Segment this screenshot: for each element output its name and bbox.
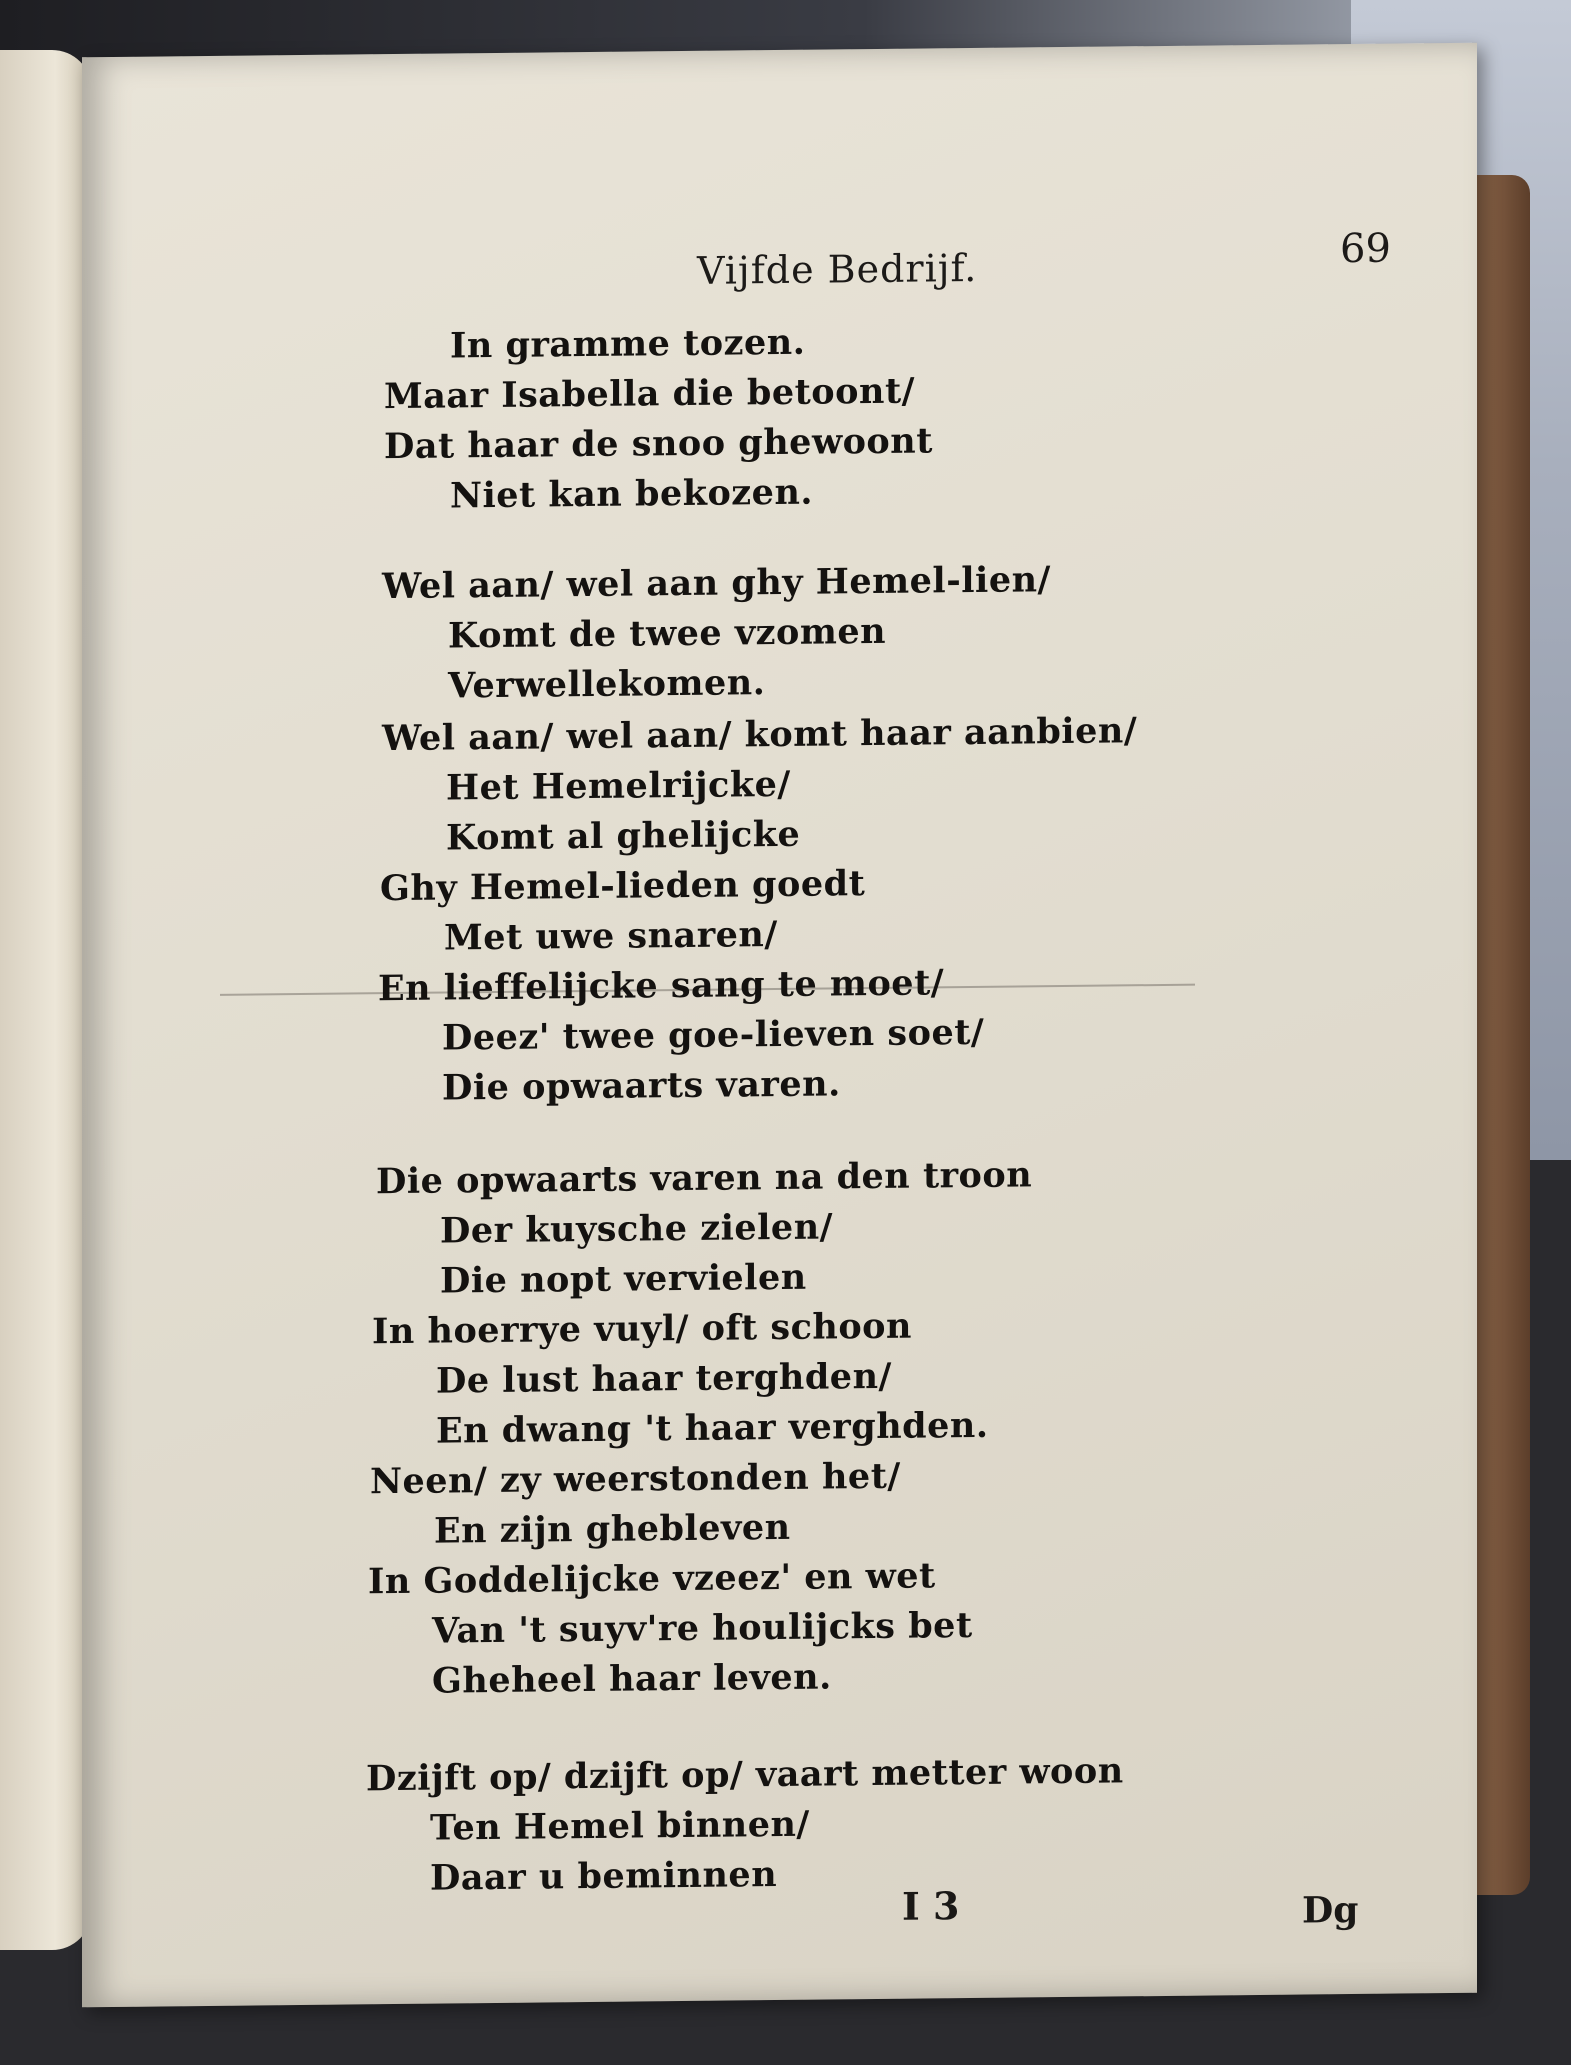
catchword: Dg bbox=[1302, 1888, 1359, 1932]
page-header: Vijfde Bedrijf. bbox=[697, 245, 978, 293]
verse-line: Die opwaarts varen na den troon bbox=[376, 1154, 1033, 1203]
verse-line: Komt al ghelijcke bbox=[446, 813, 801, 859]
verse-line: Wel aan/ wel aan/ komt haar aanbien/ bbox=[382, 710, 1138, 760]
verse-line: Dzijft op/ dzijft op/ vaart metter woon bbox=[366, 1750, 1124, 1800]
book-page bbox=[82, 43, 1477, 2008]
verse-line: Dat haar de snoo ghewoont bbox=[384, 420, 933, 468]
verse-line: En zijn ghebleven bbox=[434, 1506, 791, 1552]
verse-line: Deez' twee goe-lieven soet/ bbox=[442, 1011, 985, 1059]
verse-line: En lieffelijcke sang te moet/ bbox=[378, 962, 945, 1010]
verse-line: Wel aan/ wel aan ghy Hemel-lien/ bbox=[382, 559, 1051, 608]
verse-line: Verwellekomen. bbox=[448, 662, 766, 707]
verse-line: Neen/ zy weerstonden het/ bbox=[370, 1455, 901, 1503]
verse-line: En dwang 't haar verghden. bbox=[436, 1404, 989, 1452]
facing-page-edge bbox=[0, 50, 92, 1950]
verse-line: Daar u beminnen bbox=[430, 1854, 778, 1899]
verse-line: Gheheel haar leven. bbox=[432, 1656, 832, 1702]
verse-line: Die opwaarts varen. bbox=[442, 1063, 841, 1109]
verse-line: Ghy Hemel-lieden goedt bbox=[380, 863, 866, 910]
verse-line: Met uwe snaren/ bbox=[444, 914, 778, 959]
verse-line: Der kuysche zielen/ bbox=[440, 1206, 833, 1252]
verse-line: In gramme tozen. bbox=[450, 321, 806, 367]
signature-mark: I 3 bbox=[902, 1883, 960, 1929]
verse-line: Ten Hemel binnen/ bbox=[430, 1803, 810, 1849]
verse-line: Die nopt vervielen bbox=[440, 1256, 807, 1302]
verse-line: Niet kan bekozen. bbox=[450, 471, 814, 517]
page-number: 69 bbox=[1340, 225, 1391, 273]
verse-line: Maar Isabella die betoont/ bbox=[384, 370, 915, 418]
verse-line: In hoerrye vuyl/ oft schoon bbox=[372, 1305, 912, 1353]
verse-line: In Goddelijcke vzeez' en wet bbox=[368, 1555, 936, 1603]
verse-line: Van 't suyv're houlijcks bet bbox=[432, 1604, 973, 1652]
verse-line: Het Hemelrijcke/ bbox=[446, 763, 791, 809]
verse-block bbox=[82, 315, 1482, 1899]
verse-line: De lust haar terghden/ bbox=[436, 1355, 892, 1402]
verse-line: Komt de twee vzomen bbox=[448, 610, 887, 657]
